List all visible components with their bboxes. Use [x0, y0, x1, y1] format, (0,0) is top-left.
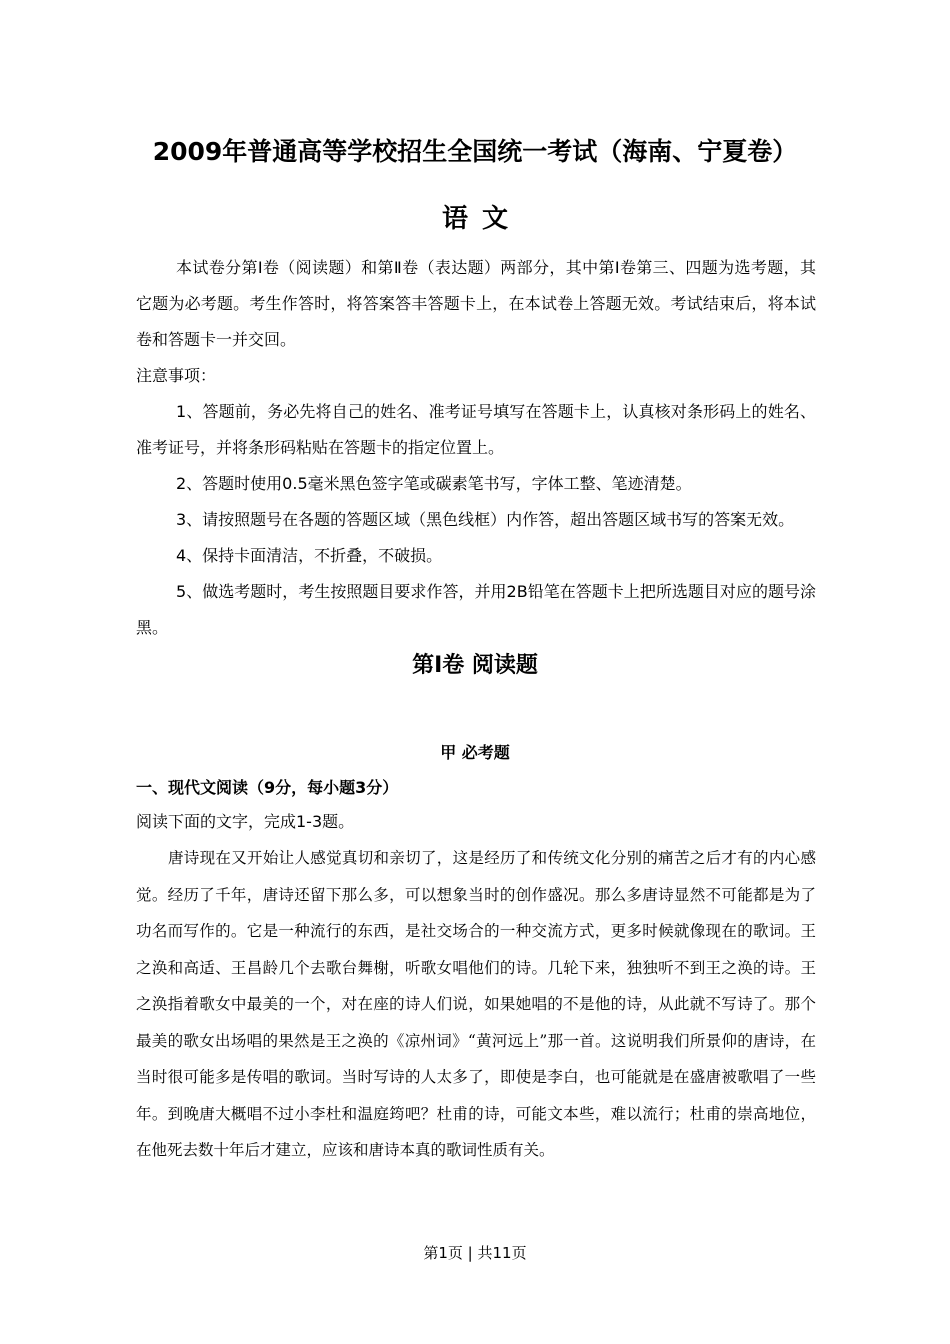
subject-heading: 语文 [441, 204, 522, 234]
section-title: 第Ⅰ卷 阅读题 [412, 653, 538, 678]
reading-passage: 唐诗现在又开始让人感觉真切和亲切了，这是经历了和传统文化分别的痛苦之后才有的内心感觉。经历了千年，唐诗还留下那么多，可以想象当时的创作盛况。那么多唐诗显然不可能都是为了功名而写作的。它是一种流行的东西，是社交场合的一种交流方式，更多时候就像现在的歌词。王之涣和高适、王昌龄几个去歌台舞榭，听歌女唱他们的诗。几轮下来，独独听不到王之涣的诗。王之涣指着歌女中最美的一个，对在座的诗人们说，如果她唱的不是他的诗，从此就不写诗了。那个最美的歌女出场唱的果然是王之涣的《凉州词》“黄河远上”那一首。这说明我们所景仰的唐诗，在当时很可能多是传唱的歌词。当时写诗的人太多了，即使是李白，也可能就是在盛唐被歌唱了一些年。到晚唐大概唱不过小李杜和温庭筠吧？杜甫的诗，可能文本些，难以流行；杜甫的崇高地位，在他死去数十年后才建立，应该和唐诗本真的歌词性质有关。 [136, 849, 816, 1159]
question-heading: 一、现代文阅读（9分，每小题3分） [136, 778, 399, 797]
note-item: 4、保持卡面清洁，不折叠，不破损。 [176, 546, 443, 565]
note-item: 3、请按照题号在各题的答题区域（黑色线框）内作答，超出答题区域书写的答案无效。 [176, 510, 795, 529]
question-instruction: 阅读下面的文字，完成1-3题。 [136, 812, 355, 831]
notes-heading: 注意事项： [136, 366, 217, 385]
notes-list [136, 394, 816, 646]
intro-paragraph: 本试卷分第Ⅰ卷（阅读题）和第Ⅱ卷（表达题）两部分，其中第Ⅰ卷第三、四题为选考题，其它题为必考题。考生作答时，将答案答丰答题卡上，在本试卷上答题无效。考试结束后，将本试卷和答题卡一并交回。 [136, 258, 816, 349]
page-footer: 第1页 | 共11页 [423, 1244, 527, 1262]
note-item: 2、答题时使用0.5毫米黑色签字笔或碳素笔书写，字体工整、笔迹清楚。 [176, 474, 692, 493]
document-title: 2009年普通高等学校招生全国统一考试（海南、宁夏卷） [152, 137, 798, 166]
sub-section-title: 甲 必考题 [440, 743, 510, 762]
note-item: 5、做选考题时，考生按照题目要求作答，并用2B铅笔在答题卡上把所选题目对应的题号涂黑。 [136, 582, 816, 637]
note-item: 1、答题前，务必先将自己的姓名、准考证号填写在答题卡上，认真核对条形码上的姓名、准考证号，并将条形码粘贴在答题卡的指定位置上。 [136, 402, 816, 457]
